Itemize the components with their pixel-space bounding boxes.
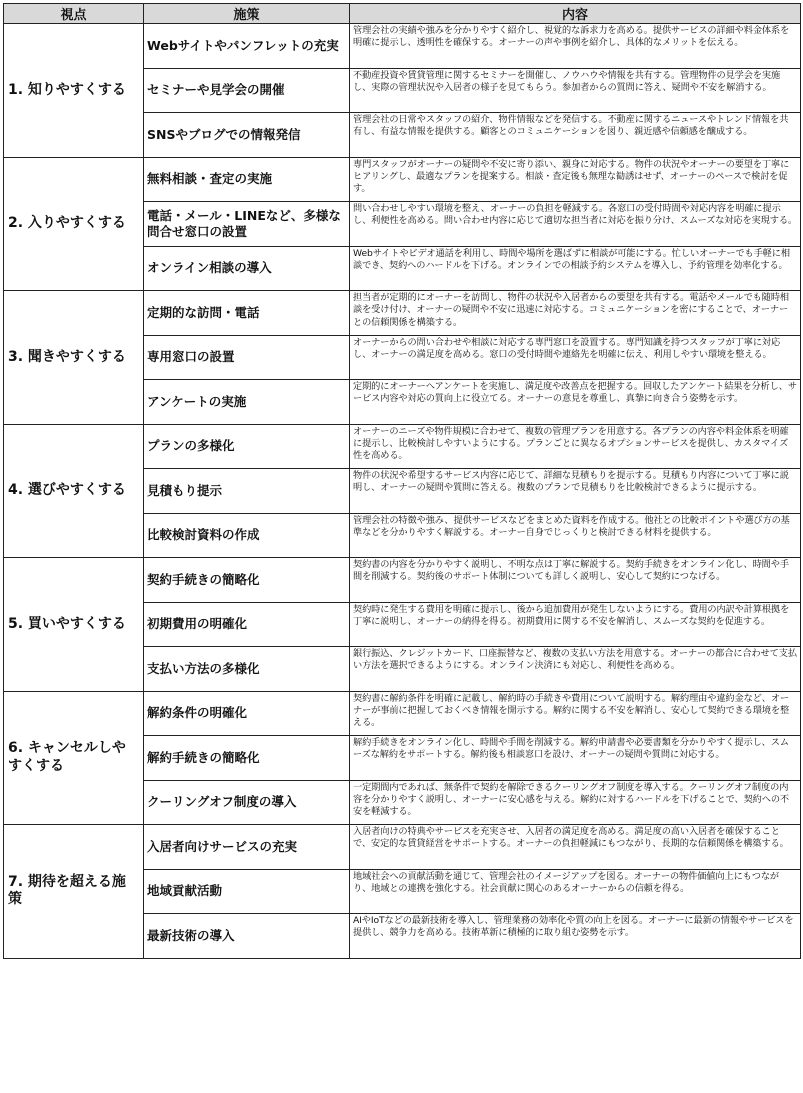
table-row — [4, 157, 801, 202]
measure-cell: 見積もり提示 — [144, 469, 350, 514]
content-cell: 管理会社の特徴や強み、提供サービスなどをまとめた資料を作成する。他社との比較ポイントや選び方の基準などを分かりやすく解説する。オーナー自身でじっくりと検討できる材料を提供する。 — [350, 513, 801, 558]
content-cell: 契約書の内容を分かりやすく説明し、不明な点は丁寧に解説する。契約手続きをオンライン化し、時間や手間を削減する。契約後のサポート体制についても詳しく説明し、安心して契約につなげる。 — [350, 558, 801, 603]
measure-cell: 無料相談・査定の実施 — [144, 157, 350, 202]
viewpoint-cell: 5. 買いやすくする — [4, 558, 144, 692]
table-row — [4, 24, 801, 69]
table-row — [4, 691, 801, 736]
table-row — [4, 558, 801, 603]
content-cell: 担当者が定期的にオーナーを訪問し、物件の状況や入居者からの要望を共有する。電話やメールでも随時相談を受け付け、オーナーの疑問や不安に迅速に対応する。コミュニケーションを密にすることで、オーナーとの信頼関係を構築する。 — [350, 291, 801, 336]
header-row — [4, 4, 801, 24]
header-viewpoint: 視点 — [4, 4, 144, 24]
measures-table — [3, 3, 801, 959]
content-cell: AIやIoTなどの最新技術を導入し、管理業務の効率化や質の向上を図る。オーナーに最新の情報やサービスを提供し、競争力を高める。技術革新に積極的に取り組む姿勢を示す。 — [350, 914, 801, 959]
measure-cell: 解約条件の明確化 — [144, 691, 350, 736]
viewpoint-cell: 6. キャンセルしやすくする — [4, 691, 144, 825]
viewpoint-cell: 3. 聞きやすくする — [4, 291, 144, 425]
content-cell: 解約手続きをオンライン化し、時間や手間を削減する。解約申請書や必要書類を分かりやすく提示し、スムーズな解約をサポートする。解約後も相談窓口を設け、オーナーの疑問や質問に対応する。 — [350, 736, 801, 781]
measure-cell: 契約手続きの簡略化 — [144, 558, 350, 603]
content-cell: 契約時に発生する費用を明確に提示し、後から追加費用が発生しないようにする。費用の内訳や計算根拠を丁寧に説明し、オーナーの納得を得る。初期費用に関する不安を解消し、スムーズな契約を促進する。 — [350, 602, 801, 647]
content-cell: 管理会社の日常やスタッフの紹介、物件情報などを発信する。不動産に関するニュースやトレンド情報を共有し、有益な情報を提供する。顧客とのコミュニケーションを図り、親近感や信頼感を醸成する。 — [350, 113, 801, 158]
table-row — [4, 424, 801, 469]
measure-cell: Webサイトやパンフレットの充実 — [144, 24, 350, 69]
header-content: 内容 — [350, 4, 801, 24]
content-cell: オーナーのニーズや物件規模に合わせて、複数の管理プランを用意する。各プランの内容や料金体系を明確に提示し、比較検討しやすいようにする。プランごとに異なるオプションサービスを提供し、カスタマイズ性を高める。 — [350, 424, 801, 469]
measure-cell: 解約手続きの簡略化 — [144, 736, 350, 781]
content-cell: 契約書に解約条件を明確に記載し、解約時の手続きや費用について説明する。解約理由や違約金など、オーナーが事前に把握しておくべき情報を開示する。解約に関する不安を解消し、安心して契約できる環境を整える。 — [350, 691, 801, 736]
measure-cell: 電話・メール・LINEなど、多様な問合せ窓口の設置 — [144, 202, 350, 247]
table-row — [4, 825, 801, 870]
measure-cell: 比較検討資料の作成 — [144, 513, 350, 558]
content-cell: 問い合わせしやすい環境を整え、オーナーの負担を軽減する。各窓口の受付時間や対応内容を明確に提示し、利便性を高める。問い合わせ内容に応じて適切な担当者に対応を振り分け、スムーズな対応を実現する。 — [350, 202, 801, 247]
content-cell: 地域社会への貢献活動を通じて、管理会社のイメージアップを図る。オーナーの物件価値向上にもつながり、地域との連携を強化する。社会貢献に関心のあるオーナーからの信頼を得る。 — [350, 869, 801, 914]
content-cell: 一定期間内であれば、無条件で契約を解除できるクーリングオフ制度を導入する。クーリングオフ制度の内容を分かりやすく説明し、オーナーに安心感を与える。解約に対するハードルを下げることで、契約への不安を軽減する。 — [350, 780, 801, 825]
content-cell: 定期的にオーナーへアンケートを実施し、満足度や改善点を把握する。回収したアンケート結果を分析し、サービス内容や対応の質向上に役立てる。オーナーの意見を尊重し、真摯に向き合う姿勢を示す。 — [350, 380, 801, 425]
measure-cell: 最新技術の導入 — [144, 914, 350, 959]
viewpoint-cell: 7. 期待を超える施策 — [4, 825, 144, 959]
table-row — [4, 291, 801, 336]
content-cell: 物件の状況や希望するサービス内容に応じて、詳細な見積もりを提示する。見積もり内容について丁寧に説明し、オーナーの疑問や質問に答える。複数のプランで見積もりを比較検討できるように提示する。 — [350, 469, 801, 514]
content-cell: 入居者向けの特典やサービスを充実させ、入居者の満足度を高める。満足度の高い入居者を確保することで、安定的な賃貸経営をサポートする。オーナーの負担軽減にもつながり、長期的な信頼関係を構築する。 — [350, 825, 801, 870]
measure-cell: SNSやブログでの情報発信 — [144, 113, 350, 158]
measure-cell: 入居者向けサービスの充実 — [144, 825, 350, 870]
measure-cell: クーリングオフ制度の導入 — [144, 780, 350, 825]
measure-cell: オンライン相談の導入 — [144, 246, 350, 291]
viewpoint-cell: 2. 入りやすくする — [4, 157, 144, 291]
measure-cell: 専用窓口の設置 — [144, 335, 350, 380]
content-cell: 管理会社の実績や強みを分かりやすく紹介し、視覚的な訴求力を高める。提供サービスの詳細や料金体系を明確に提示し、透明性を確保する。オーナーの声や事例を紹介し、具体的なメリットを伝える。 — [350, 24, 801, 69]
content-cell: Webサイトやビデオ通話を利用し、時間や場所を選ばずに相談が可能にする。忙しいオーナーでも手軽に相談でき、契約へのハードルを下げる。オンラインでの相談予約システムを導入し、予約管理を効率化する。 — [350, 246, 801, 291]
content-cell: 不動産投資や賃貸管理に関するセミナーを開催し、ノウハウや情報を共有する。管理物件の見学会を実施し、実際の管理状況や入居者の様子を見てもらう。参加者からの質問に答え、疑問や不安を解消する。 — [350, 68, 801, 113]
measure-cell: 定期的な訪問・電話 — [144, 291, 350, 336]
measure-cell: 支払い方法の多様化 — [144, 647, 350, 692]
measure-cell: プランの多様化 — [144, 424, 350, 469]
measure-cell: セミナーや見学会の開催 — [144, 68, 350, 113]
content-cell: 銀行振込、クレジットカード、口座振替など、複数の支払い方法を用意する。オーナーの都合に合わせて支払い方法を選択できるようにする。オンライン決済にも対応し、利便性を高める。 — [350, 647, 801, 692]
content-cell: オーナーからの問い合わせや相談に対応する専門窓口を設置する。専門知識を持つスタッフが丁寧に対応し、オーナーの満足度を高める。窓口の受付時間や連絡先を明確に伝え、利用しやすい環境を整える。 — [350, 335, 801, 380]
measure-cell: アンケートの実施 — [144, 380, 350, 425]
measure-cell: 地域貢献活動 — [144, 869, 350, 914]
content-cell: 専門スタッフがオーナーの疑問や不安に寄り添い、親身に対応する。物件の状況やオーナーの要望を丁寧にヒアリングし、最適なプランを提案する。相談・査定後も無理な勧誘はせず、オーナーのペースで検討を促す。 — [350, 157, 801, 202]
viewpoint-cell: 4. 選びやすくする — [4, 424, 144, 558]
viewpoint-cell: 1. 知りやすくする — [4, 24, 144, 158]
measure-cell: 初期費用の明確化 — [144, 602, 350, 647]
header-measure: 施策 — [144, 4, 350, 24]
